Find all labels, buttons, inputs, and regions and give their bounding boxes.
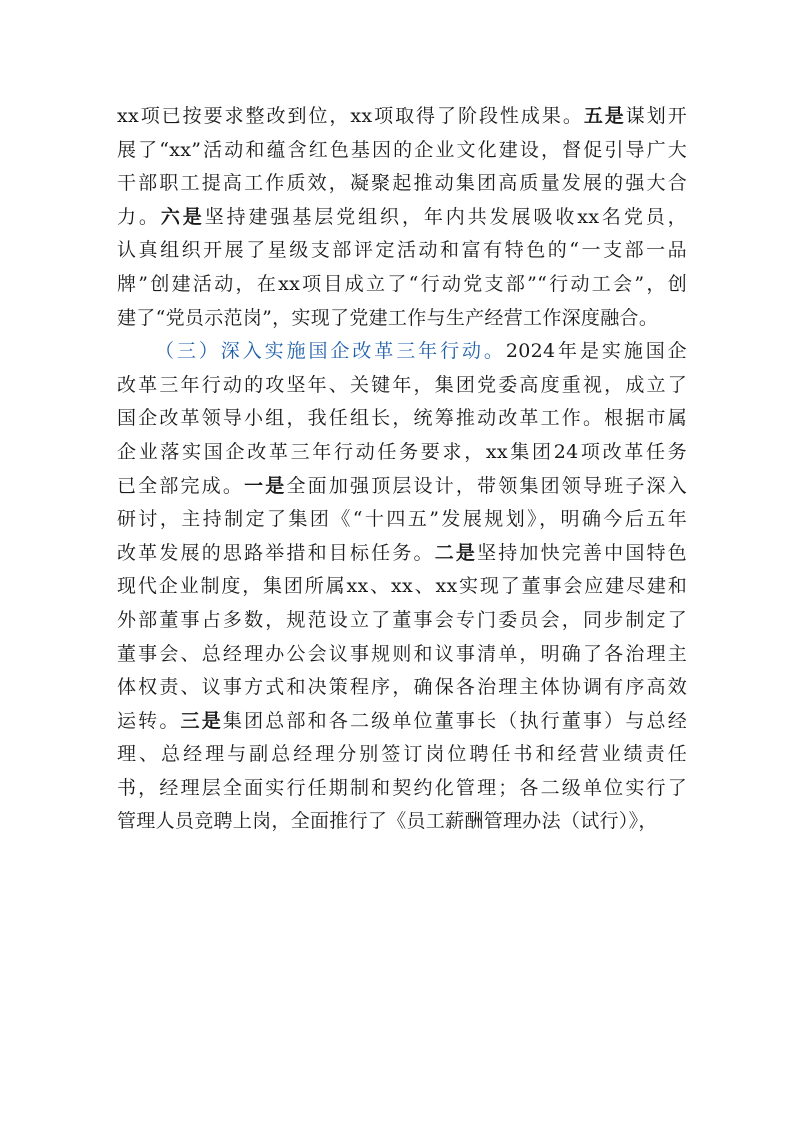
bold-lead: 五是 <box>583 105 626 127</box>
text-line <box>117 537 687 571</box>
section-heading: （三）深入实施国企改革三年行动。 <box>155 340 506 363</box>
text-line <box>117 402 687 436</box>
text-run: 2024年是实施国企 <box>505 340 687 363</box>
text-run: 牌”创建活动，在xx项目成立了“行动党支部”“行动工会”，创 <box>117 272 687 295</box>
text-run: 展了“xx”活动和蕴含红色基因的企业文化建设，督促引导广大 <box>117 138 687 161</box>
text-run: 已全部完成。 <box>117 474 245 497</box>
text-run: 建了“党员示范岗”，实现了党建工作与生产经营工作深度融合。 <box>117 306 659 329</box>
text-run: 谋划开 <box>625 105 688 127</box>
text-line <box>117 268 687 302</box>
text-run: 管理人员竞聘上岗，全面推行了《员工薪酬管理办法（试行）》， <box>117 810 658 833</box>
section-heading-line <box>117 335 687 369</box>
text-line <box>117 436 687 470</box>
text-run: 国企改革领导小组，我任组长，统筹推动改革工作。根据市属 <box>117 407 687 430</box>
text-run: 研讨，主持制定了集团《“十四五”发展规划》，明确今后五年 <box>117 508 687 531</box>
bold-lead: 三是 <box>180 709 223 732</box>
text-run: 书，经理层全面实行任期制和契约化管理；各二级单位实行了 <box>117 776 687 799</box>
text-line <box>117 705 687 739</box>
text-run: 体权责、议事方式和决策程序，确保各治理主体协调有序高效 <box>117 676 687 699</box>
text-run: 集团总部和各二级单位董事长（执行董事）与总经 <box>222 709 687 732</box>
text-line <box>117 604 687 638</box>
text-line <box>117 570 687 604</box>
text-line <box>117 302 687 336</box>
bold-lead: 二是 <box>434 541 478 564</box>
text-line <box>117 470 687 504</box>
text-run: 理、总经理与副总经理分别签订岗位聘任书和经营业绩责任 <box>117 743 687 766</box>
text-line <box>117 503 687 537</box>
text-run: 运转。 <box>117 709 181 732</box>
text-run: 力。 <box>117 205 161 228</box>
text-line <box>117 134 687 168</box>
text-run: 全面加强顶层设计，带领集团领导班子深入 <box>286 474 688 497</box>
text-run: 现代企业制度，集团所属xx、xx、xx实现了董事会应建尽建和 <box>117 575 687 598</box>
text-line <box>117 167 687 201</box>
text-run: 认真组织开展了星级支部评定活动和富有特色的“一支部一品 <box>117 239 687 262</box>
text-run: 改革发展的思路举措和目标任务。 <box>117 541 435 564</box>
text-run: 坚持加快完善中国特色 <box>477 541 687 564</box>
text-run: 坚持建强基层党组织，年内共发展吸收xx名党员， <box>204 205 687 228</box>
text-line <box>117 234 687 268</box>
body-text <box>117 100 687 839</box>
bold-lead: 一是 <box>244 474 287 497</box>
text-run: 干部职工提高工作质效，凝聚起推动集团高质量发展的强大合 <box>117 172 687 195</box>
text-line <box>117 100 687 134</box>
text-line <box>117 671 687 705</box>
text-run: 改革三年行动的攻坚年、关键年，集团党委高度重视，成立了 <box>117 373 687 396</box>
text-run: 企业落实国企改革三年行动任务要求，xx集团24项改革任务 <box>117 440 687 463</box>
text-line <box>117 738 687 772</box>
text-line <box>117 369 687 403</box>
text-run: 外部董事占多数，规范设立了董事会专门委员会，同步制定了 <box>117 608 687 631</box>
text-line <box>117 201 687 235</box>
text-run: xx项已按要求整改到位，xx项取得了阶段性成果。 <box>117 105 584 127</box>
text-line <box>117 772 687 806</box>
text-run: 董事会、总经理办公会议事规则和议事清单，明确了各治理主 <box>117 642 687 665</box>
bold-lead: 六是 <box>160 205 205 228</box>
text-line <box>117 638 687 672</box>
text-line <box>117 805 687 839</box>
